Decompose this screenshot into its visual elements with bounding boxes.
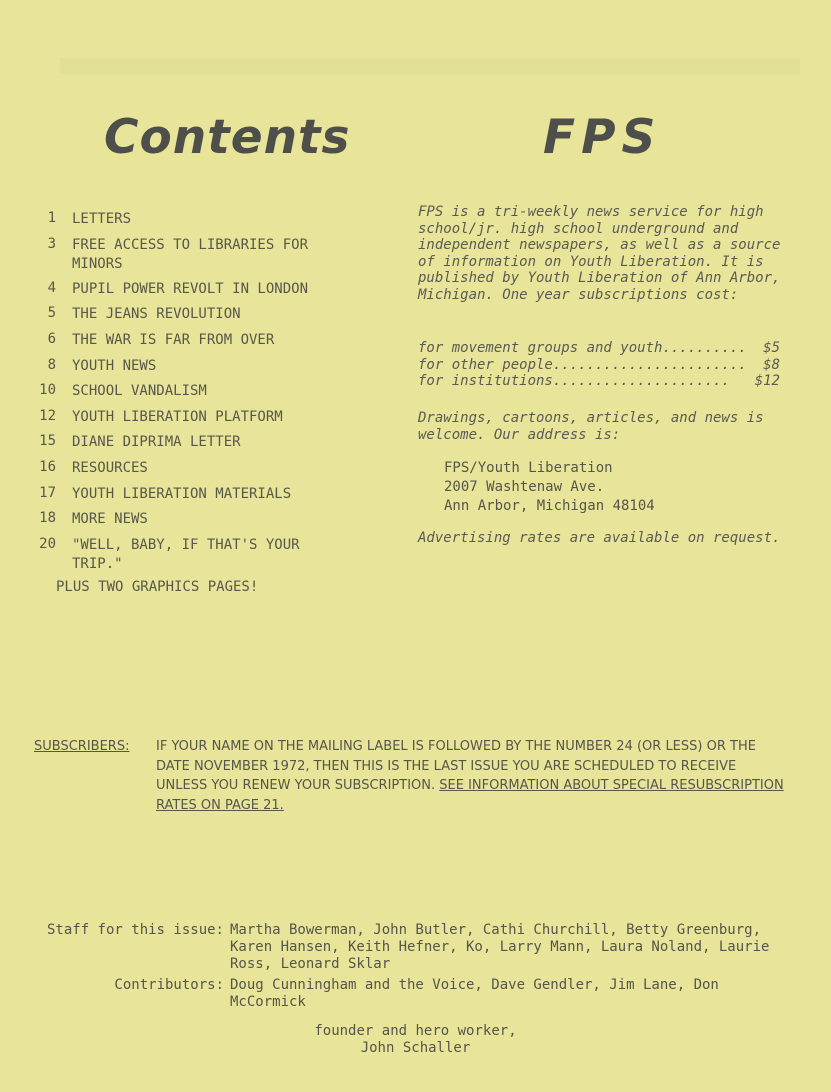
fps-intro: FPS is a tri-weekly news service for high school/jr. high school underground and independent newspapers, as well as a source of information on Youth Liberation. It is published by Youth Liberation of Ann Arbor, Michigan. One year subscriptions cost:	[418, 204, 781, 303]
notice-text: IF YOUR NAME ON THE MAILING LABEL IS FOLLOWED BY THE NUMBER 24 (OR LESS) OR THE DATE NOVEMBER 1972, THEN THIS IS THE LAST ISSUE YOU ARE SCHEDULED TO RECEIVE UNLESS YOU RENEW YOUR SUBSCRIPTION.	[156, 739, 756, 793]
toc-page-number: 3	[47, 236, 56, 252]
toc-title: DIANE DIPRIMA LETTER	[72, 434, 241, 450]
contents-title: Contents	[104, 110, 351, 165]
founder-name: John Schaller	[360, 1040, 471, 1056]
toc-page-number: 5	[47, 305, 56, 321]
rate-dots: .......................	[552, 356, 747, 373]
founder-line: founder and hero worker,	[314, 1023, 517, 1039]
rate-row	[418, 373, 780, 390]
toc-page-number: 17	[39, 485, 56, 501]
toc-title: THE WAR IS FAR FROM OVER	[72, 332, 275, 348]
staff-names: Martha Bowerman, John Butler, Cathi Churchill, Betty Greenburg, Karen Hansen, Keith Hefner, Ko, Larry Mann, Laura Noland, Laurie Ross, Leonard Sklar	[230, 922, 770, 972]
contributors-label: Contributors:	[114, 977, 224, 993]
toc-title: FREE ACCESS TO LIBRARIES FOR MINORS	[72, 237, 309, 272]
toc-page-number: 10	[39, 382, 56, 398]
rate-price: $5	[763, 340, 780, 356]
rate-label: for institutions	[418, 373, 553, 389]
address-line: FPS/Youth Liberation	[444, 460, 613, 476]
toc-page-number: 15	[39, 433, 56, 449]
rate-price: $12	[754, 373, 780, 389]
notice-label: SUBSCRIBERS:	[34, 739, 130, 754]
rate-dots: .....................	[552, 373, 730, 389]
address-line: Ann Arbor, Michigan 48104	[444, 498, 655, 514]
address-line: 2007 Washtenaw Ave.	[444, 479, 605, 495]
welcome-text: Drawings, cartoons, articles, and news is welcome. Our address is:	[418, 410, 764, 443]
rate-label: for movement groups and youth	[418, 340, 663, 356]
notice-body	[156, 737, 786, 815]
toc-page-number: 16	[39, 459, 56, 475]
founder-credit	[0, 1023, 831, 1057]
rate-price: $8	[763, 356, 780, 373]
toc-page-number: 18	[39, 510, 56, 526]
toc-title: YOUTH LIBERATION MATERIALS	[72, 486, 292, 502]
rate-label: for other people	[418, 356, 553, 373]
rate-row	[418, 357, 780, 374]
advertising-note: Advertising rates are available on request.	[418, 530, 781, 546]
toc-page-number: 6	[47, 331, 56, 347]
resubscription-link[interactable]: SEE INFORMATION ABOUT SPECIAL RESUBSCRIPTION RATES ON PAGE 21.	[156, 778, 784, 813]
mailing-address	[444, 459, 655, 516]
toc-title: YOUTH LIBERATION PLATFORM	[72, 409, 283, 425]
top-band	[60, 58, 800, 74]
toc-title: PUPIL POWER REVOLT IN LONDON	[72, 281, 309, 297]
toc-title: THE JEANS REVOLUTION	[72, 306, 241, 322]
toc-title: "WELL, BABY, IF THAT'S YOUR TRIP."	[72, 537, 300, 572]
toc-page-number: 12	[39, 408, 56, 424]
contributors-names: Doug Cunningham and the Voice, Dave Gendler, Jim Lane, Don McCormick	[230, 977, 719, 1010]
fps-title: FPS	[543, 110, 662, 165]
toc-title: RESOURCES	[72, 460, 148, 476]
staff-label: Staff for this issue:	[46, 922, 224, 938]
toc-title: LETTERS	[72, 211, 132, 227]
toc-page-number: 1	[47, 210, 56, 226]
toc-page-number: 4	[47, 280, 56, 296]
toc-title: YOUTH NEWS	[72, 358, 157, 374]
rates-list	[418, 340, 798, 390]
toc-title: SCHOOL VANDALISM	[72, 383, 207, 399]
toc-page-number: 8	[47, 357, 56, 373]
rate-row	[418, 340, 780, 357]
toc-extra-note: PLUS TWO GRAPHICS PAGES!	[56, 579, 259, 595]
toc-page-number: 20	[39, 536, 56, 552]
rate-dots: ..........	[662, 340, 747, 356]
toc-title: MORE NEWS	[72, 511, 148, 527]
